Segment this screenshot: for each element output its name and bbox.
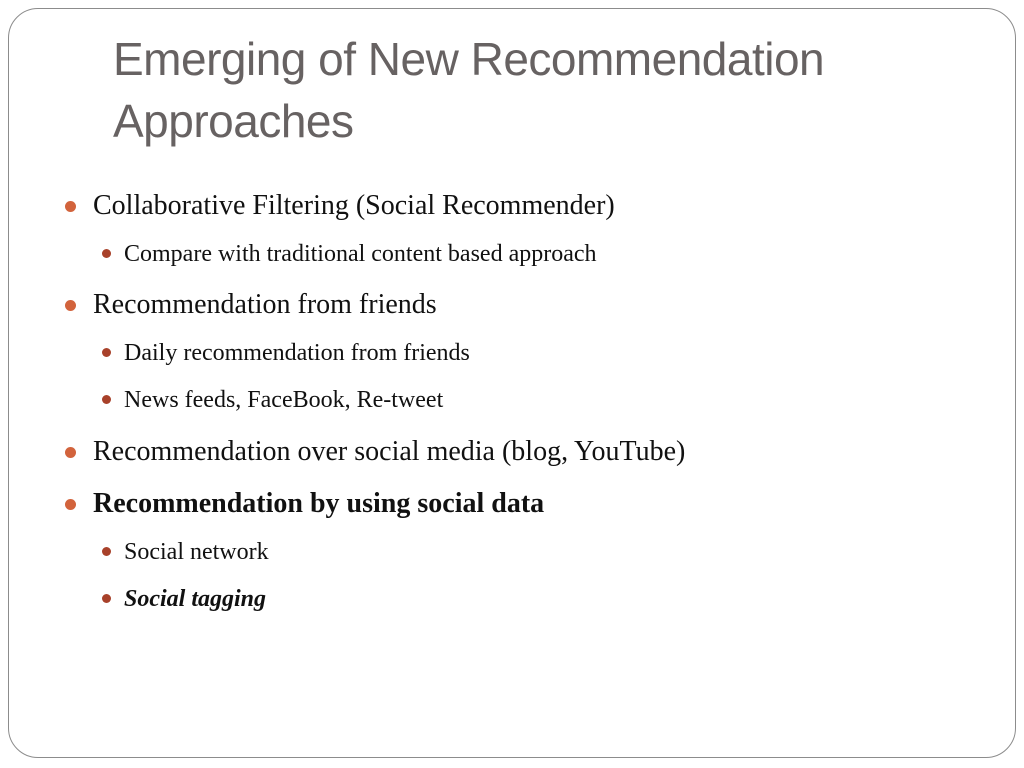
bullet-text: Recommendation over social media (blog, YouTube) (93, 436, 686, 467)
bullet-text: Daily recommendation from friends (124, 340, 470, 366)
bullet-item-social-data (93, 487, 544, 521)
bullet-dot-icon (65, 447, 76, 458)
bullet-item-news-feeds (124, 385, 443, 415)
bullet-dot-icon (102, 395, 111, 404)
bullet-dot-icon (65, 201, 76, 212)
bullet-dot-icon (102, 547, 111, 556)
bullet-dot-icon (65, 300, 76, 311)
bullet-dot-icon (102, 249, 111, 258)
bullet-text: News feeds, FaceBook, Re-tweet (124, 387, 444, 413)
bullet-item-recommendation-from-friends (93, 288, 437, 322)
bullet-text: Social network (124, 539, 269, 565)
bullet-text: Compare with traditional content based approach (124, 241, 597, 267)
slide-title-line-1: Emerging of New Recommendation (113, 33, 825, 85)
bullet-dot-icon (102, 594, 111, 603)
bullet-item-social-network (124, 537, 269, 567)
bullet-dot-icon (65, 499, 76, 510)
bullet-text: Recommendation from friends (93, 289, 437, 320)
bullet-item-compare-content-based (124, 239, 597, 269)
bullet-item-social-tagging (124, 584, 266, 614)
bullet-dot-icon (102, 348, 111, 357)
bullet-item-social-media (93, 435, 685, 469)
bullet-item-daily-recommendation (124, 338, 470, 368)
bullet-text: Collaborative Filtering (Social Recommender) (93, 190, 615, 221)
bullet-item-collaborative-filtering (93, 189, 615, 223)
bullet-text: Recommendation by using social data (93, 488, 545, 519)
bullet-text: Social tagging (124, 586, 267, 612)
slide-title-line-2: Approaches (113, 95, 354, 147)
